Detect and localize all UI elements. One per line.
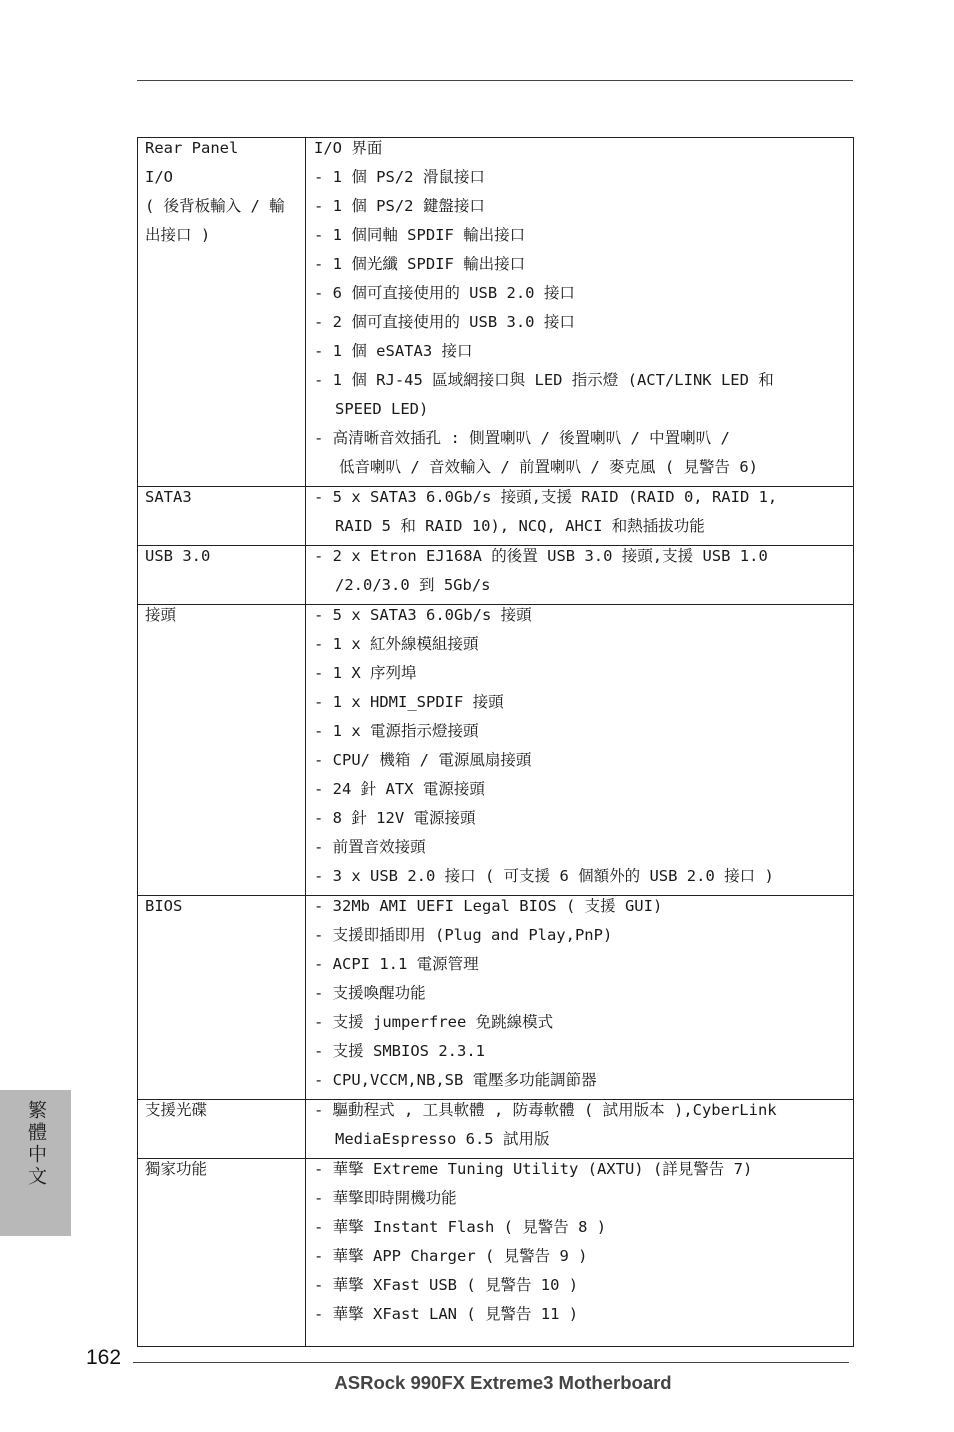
value-line: - 1 個同軸 SPDIF 輸出接口: [314, 226, 526, 244]
label-line: Rear Panel: [145, 139, 239, 157]
label-line: I/O: [145, 168, 173, 186]
value-line: - 驅動程式 , 工具軟體 , 防毒軟體 ( 試用版本 ),CyberLink: [314, 1101, 777, 1119]
value-line: - 3 x USB 2.0 接口 ( 可支援 6 個額外的 USB 2.0 接口 ): [314, 867, 774, 885]
row-usb3: [138, 546, 854, 605]
value-line-continued: RAID 5 和 RAID 10), NCQ, AHCI 和熱插拔功能: [335, 517, 705, 535]
value-line-continued: MediaEspresso 6.5 試用版: [335, 1130, 550, 1148]
value-line: - 1 個 PS/2 滑鼠接口: [314, 168, 485, 186]
top-rule: [137, 80, 853, 81]
value-line: - 華擎 Extreme Tuning Utility (AXTU) (詳見警告 7): [314, 1160, 753, 1178]
value-line: - 2 個可直接使用的 USB 3.0 接口: [314, 313, 575, 331]
value-line: - ACPI 1.1 電源管理: [314, 955, 479, 973]
row-label: [138, 896, 306, 1100]
bottom-rule: [133, 1362, 849, 1363]
value-line-continued: /2.0/3.0 到 5Gb/s: [335, 576, 491, 594]
value-line: - 1 x 電源指示燈接頭: [314, 722, 479, 740]
row-values: [306, 546, 854, 605]
label-line: ( 後背板輸入 / 輸: [145, 197, 285, 215]
row-connectors: [138, 605, 854, 896]
label-line: SATA3: [145, 488, 192, 506]
row-bios: [138, 896, 854, 1100]
row-values: [306, 487, 854, 546]
value-line: - 前置音效接頭: [314, 838, 426, 856]
value-line: - 6 個可直接使用的 USB 2.0 接口: [314, 284, 575, 302]
value-line: - 華擎即時開機功能: [314, 1189, 457, 1207]
value-line: - 華擎 Instant Flash ( 見警告 8 ): [314, 1218, 607, 1236]
label-line: 出接口 ): [145, 226, 211, 244]
label-line: USB 3.0: [145, 547, 211, 565]
value-line: - 1 x 紅外線模組接頭: [314, 635, 479, 653]
row-values: [306, 896, 854, 1100]
value-line: - 支援 SMBIOS 2.3.1: [314, 1042, 485, 1060]
value-line: - 華擎 XFast LAN ( 見警告 11 ): [314, 1305, 579, 1323]
value-line: - 華擎 APP Charger ( 見警告 9 ): [314, 1247, 588, 1265]
value-line: - 支援 jumperfree 免跳線模式: [314, 1013, 554, 1031]
row-values: [306, 605, 854, 896]
row-label: [138, 487, 306, 546]
value-line: - CPU/ 機箱 / 電源風扇接頭: [314, 751, 532, 769]
value-line: - CPU,VCCM,NB,SB 電壓多功能調節器: [314, 1071, 597, 1089]
value-line: - 24 針 ATX 電源接頭: [314, 780, 485, 798]
value-line: - 支援喚醒功能: [314, 984, 426, 1002]
language-side-tab-label: 繁體中文: [25, 1100, 47, 1188]
value-line: I/O 界面: [314, 139, 383, 157]
value-line: - 1 個 eSATA3 接口: [314, 342, 473, 360]
row-sata3: [138, 487, 854, 546]
label-line: 獨家功能: [145, 1160, 208, 1178]
row-label: [138, 1100, 306, 1159]
value-line: - 1 個 RJ-45 區域網接口與 LED 指示燈 (ACT/LINK LED 和: [314, 371, 774, 389]
value-line-continued: 低音喇叭 / 音效輸入 / 前置喇叭 / 麥克風 ( 見警告 6): [339, 458, 758, 476]
row-support-cd: [138, 1100, 854, 1159]
value-line: - 5 x SATA3 6.0Gb/s 接頭,支援 RAID (RAID 0, RAID 1,: [314, 488, 778, 506]
value-line: - 8 針 12V 電源接頭: [314, 809, 476, 827]
row-values: [306, 1100, 854, 1159]
page-number: 162: [86, 1346, 122, 1369]
value-line: - 1 個光纖 SPDIF 輸出接口: [314, 255, 526, 273]
label-line: 接頭: [145, 606, 177, 624]
row-values: [306, 138, 854, 487]
value-line: - 華擎 XFast USB ( 見警告 10 ): [314, 1276, 579, 1294]
value-line: - 1 x HDMI_SPDIF 接頭: [314, 693, 504, 711]
value-line: - 高清晰音效插孔 : 側置喇叭 / 後置喇叭 / 中置喇叭 /: [314, 429, 730, 447]
label-line: BIOS: [145, 897, 183, 915]
value-line: - 1 X 序列埠: [314, 664, 417, 682]
value-line: - 2 x Etron EJ168A 的後置 USB 3.0 接頭,支援 USB 1.0: [314, 547, 768, 565]
spec-table: [137, 137, 854, 1347]
row-rear-panel-io: [138, 138, 854, 487]
value-line: - 5 x SATA3 6.0Gb/s 接頭: [314, 606, 532, 624]
language-side-tab: [0, 1090, 71, 1236]
row-label: [138, 138, 306, 487]
value-line: - 32Mb AMI UEFI Legal BIOS ( 支援 GUI): [314, 897, 663, 915]
row-values: [306, 1159, 854, 1347]
row-label: [138, 605, 306, 896]
value-line: - 支援即插即用 (Plug and Play,PnP): [314, 926, 613, 944]
value-line-continued: SPEED LED): [335, 400, 429, 418]
value-line: - 1 個 PS/2 鍵盤接口: [314, 197, 485, 215]
row-label: [138, 546, 306, 605]
label-line: 支援光碟: [145, 1101, 208, 1119]
row-label: [138, 1159, 306, 1347]
row-unique-features: [138, 1159, 854, 1347]
footer-title: ASRock 990FX Extreme3 Motherboard: [334, 1372, 672, 1393]
